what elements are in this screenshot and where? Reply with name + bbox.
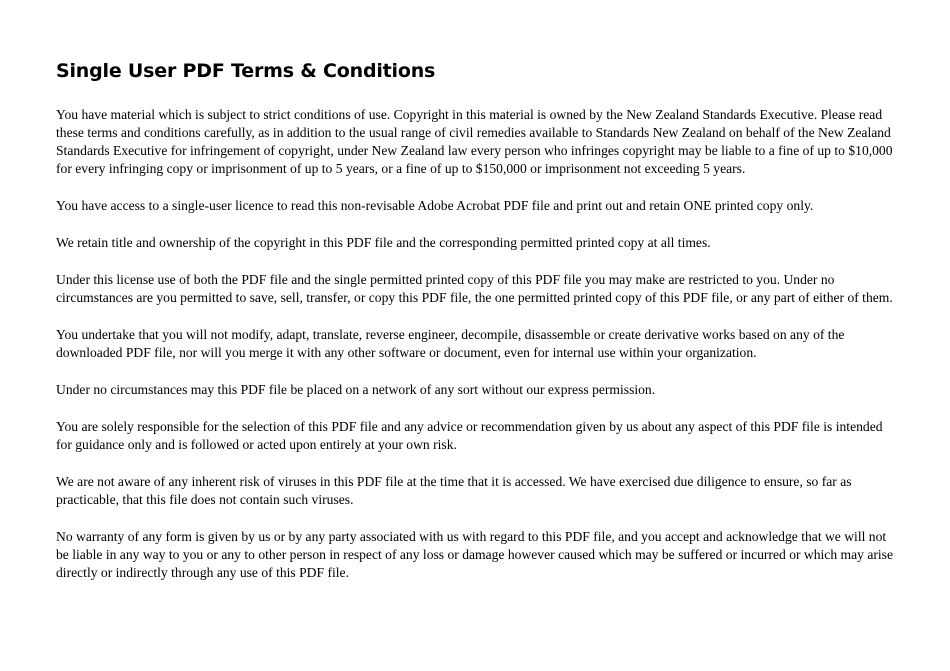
paragraph-title-ownership: We retain title and ownership of the copyright in this PDF file and the corresponding permitted printed copy at all times. — [56, 235, 711, 250]
paragraph-responsibility: You are solely responsible for the selection of this PDF file and any advice or recommendation given by us about any aspect of this PDF file is intended for guidance only and is followed or acted upon entirely at your own risk. — [56, 419, 883, 452]
page-title: Single User PDF Terms & Conditions — [56, 60, 436, 82]
paragraph-no-warranty: No warranty of any form is given by us or by any party associated with us with regard to this PDF file, and you accept and acknowledge that we will not be liable in any way to you or any to other person in respect of any loss or damage however caused which may be suffered or incurred or which may arise directly or indirectly through any use of this PDF file. — [56, 529, 893, 580]
paragraph-use-restrictions: Under this license use of both the PDF file and the single permitted printed copy of this PDF file you may make are restricted to you. Under no circumstances are you permitted to save, sell, transfer, or copy this PDF file, the one permitted printed copy of this PDF file, or any part of either of them. — [56, 272, 893, 305]
paragraph-copyright-notice: You have material which is subject to strict conditions of use. Copyright in this material is owned by the New Zealand Standards Executive. Please read these terms and conditions carefully, as in addition to the usual range of civil remedies available to Standards New Zealand on behalf of the New Zealand Standards Executive for infringement of copyright, under New Zealand law every person who infringes copyright may be liable to a fine of up to $10,000 for every infringing copy or imprisonment of up to 5 years, or a fine of up to $150,000 or imprisonment not exceeding 5 years. — [56, 107, 893, 176]
paragraph-viruses: We are not aware of any inherent risk of viruses in this PDF file at the time that it is accessed. We have exercised due diligence to ensure, so far as practicable, that this file does not contain such viruses. — [56, 474, 852, 507]
paragraph-no-modification: You undertake that you will not modify, adapt, translate, reverse engineer, decompile, disassemble or create derivative works based on any of the downloaded PDF file, nor will you merge it with any other software or document, even for internal use within your organization. — [56, 327, 845, 360]
paragraph-single-user-licence: You have access to a single-user licence to read this non-revisable Adobe Acrobat PDF file and print out and retain ONE printed copy only. — [56, 198, 814, 213]
paragraph-no-network: Under no circumstances may this PDF file be placed on a network of any sort without our express permission. — [56, 382, 656, 397]
